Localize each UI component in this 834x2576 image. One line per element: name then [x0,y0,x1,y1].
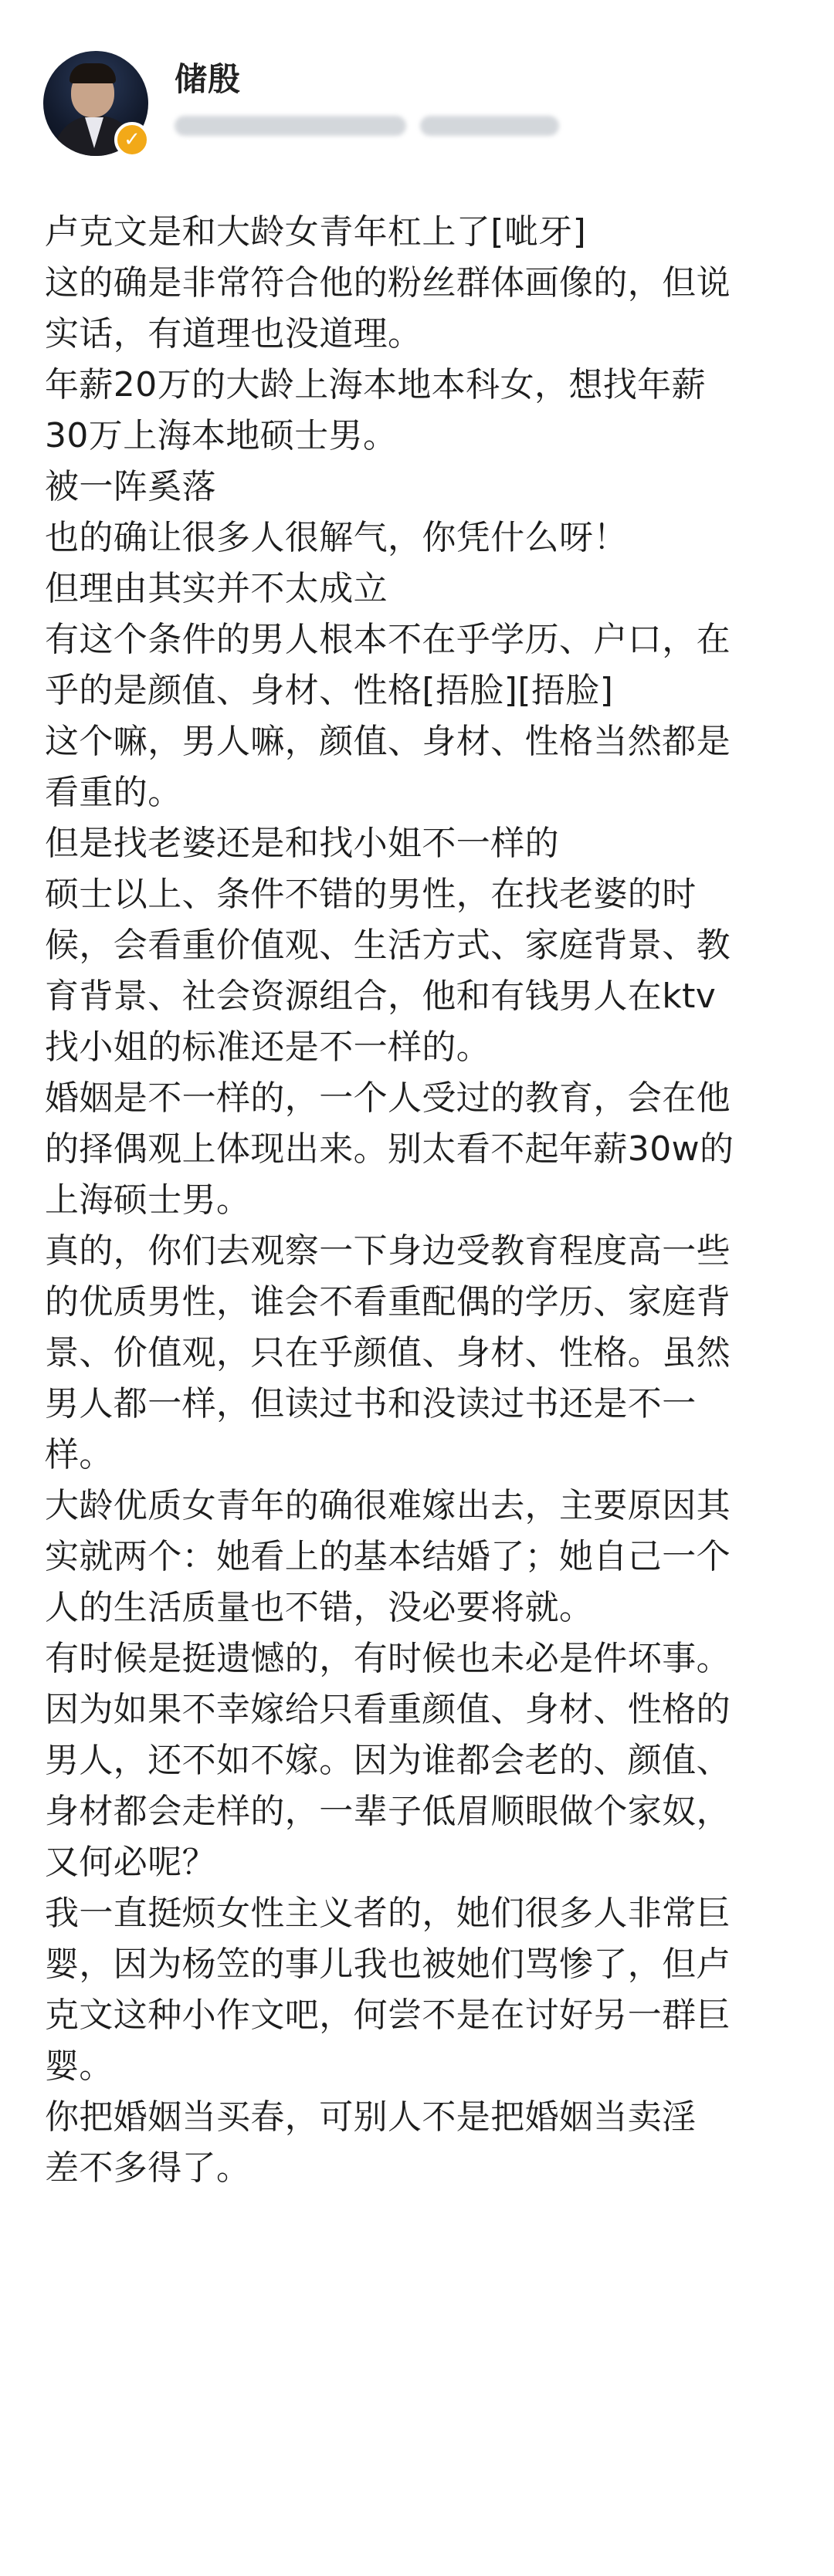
post-text-line: 我一直挺烦女性主义者的，她们很多人非常巨 [45,1894,731,1933]
post-text-line: 景、价值观，只在乎颜值、身材、性格。虽然 [45,1333,731,1373]
post-header [0,0,834,178]
post-text-line: 男人都一样，但读过书和没读过书还是不一 [45,1384,697,1423]
post-text-line: 找小姐的标准还是不一样的。 [45,1027,491,1067]
post-text-line: 这的确是非常符合他的粉丝群体画像的，但说 [45,263,731,303]
post-text-line: 因为如果不幸嫁给只看重颜值、身材、性格的 [45,1690,731,1729]
post-text-line: 实就两个：她看上的基本结婚了；她自己一个 [45,1537,731,1576]
post-text-line: 这个嘛，男人嘛，颜值、身材、性格当然都是 [45,722,731,761]
post-text-line: 婚姻是不一样的，一个人受过的教育，会在他 [45,1078,731,1118]
post-text-line: 看重的。 [45,773,182,812]
post-text-line: 身材都会走样的，一辈子低眉顺眼做个家奴， [45,1792,731,1831]
post-text-line: 男人，还不如不嫁。因为谁都会老的、颜值、 [45,1741,731,1780]
post-meta-blurred [175,113,559,139]
post-text-line: 你把婚姻当买春，可别人不是把婚姻当卖淫 [45,2097,697,2137]
post-text-line: 大龄优质女青年的确很难嫁出去，主要原因其 [45,1486,731,1525]
post-text-line: 但是找老婆还是和找小姐不一样的 [45,824,559,863]
post-text-line: 年薪20万的大龄上海本地本科女，想找年薪 [45,365,706,405]
verified-check-icon: ✓ [114,122,150,157]
post-text-line: 又何必呢？ [45,1843,216,1882]
avatar-figure-hair [70,63,116,83]
post-text-line: 硕士以上、条件不错的男性，在找老婆的时 [45,875,697,914]
post-text-line: 的择偶观上体现出来。别太看不起年薪30w的 [45,1129,734,1169]
post-timestamp-blurred [175,116,406,136]
post-text-line: 上海硕士男。 [45,1180,251,1220]
post-text-line: 的优质男性，谁会不看重配偶的学历、家庭背 [45,1282,731,1322]
post-text-line: 有时候是挺遗憾的，有时候也未必是件坏事。 [45,1639,731,1678]
post-content [45,207,794,2194]
post-text-line: 候，会看重价值观、生活方式、家庭背景、教 [45,926,731,965]
post-text-line: 卢克文是和大龄女青年杠上了[呲牙] [45,212,587,252]
post-text-line: 克文这种小作文吧，何尝不是在讨好另一群巨 [45,1995,731,2035]
post-text-line: 婴，因为杨笠的事儿我也被她们骂惨了，但卢 [45,1945,731,1984]
post-text-line: 但理由其实并不太成立 [45,569,388,608]
post-text-line: 乎的是颜值、身材、性格[捂脸][捂脸] [45,671,614,710]
post-text-line: 被一阵奚落 [45,467,216,506]
post-text-line: 也的确让很多人很解气，你凭什么呀！ [45,518,628,557]
post-source-blurred [420,116,559,136]
post-text-line: 真的，你们去观察一下身边受教育程度高一些 [45,1231,731,1271]
post-text-line: 30万上海本地硕士男。 [45,416,398,455]
post-text-line: 有这个条件的男人根本不在乎学历、户口，在 [45,620,731,659]
post-text-line: 差不多得了。 [45,2148,251,2188]
user-name[interactable]: 储殷 [175,60,242,98]
post-text-line: 实话，有道理也没道理。 [45,314,422,354]
post-text-line: 婴。 [45,2046,114,2086]
post-text-line: 人的生活质量也不错，没必要将就。 [45,1588,594,1627]
post-text-line: 样。 [45,1435,114,1474]
post-text-line: 育背景、社会资源组合，他和有钱男人在ktv [45,977,717,1016]
